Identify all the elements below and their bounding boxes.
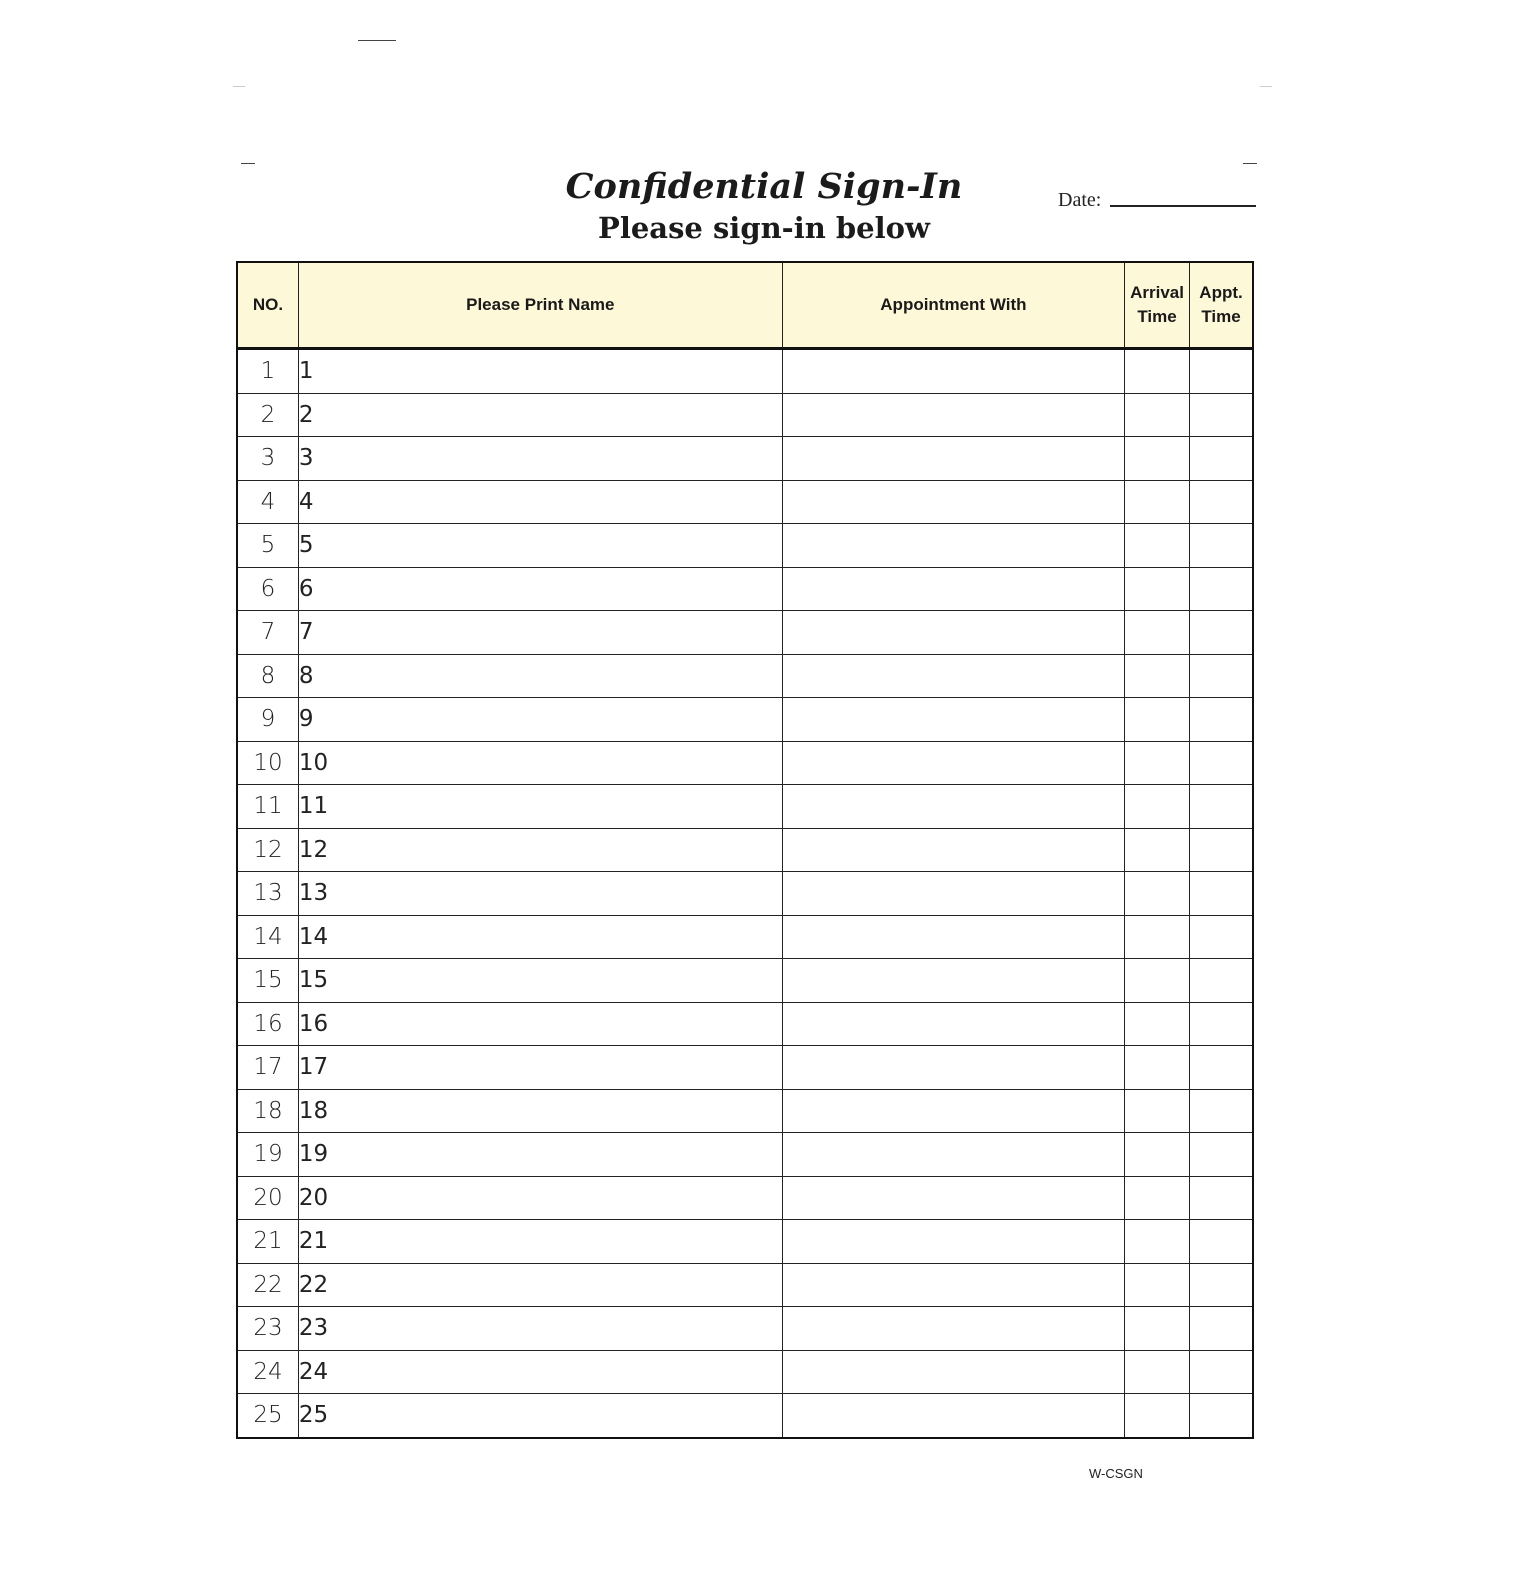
name-cell[interactable]: 3 [298, 437, 782, 481]
appt-time-cell[interactable] [1190, 567, 1253, 611]
crop-mark [233, 86, 245, 87]
appt-time-cell[interactable] [1190, 828, 1253, 872]
arrival-time-cell[interactable] [1125, 698, 1190, 742]
name-cell[interactable]: 20 [298, 1176, 782, 1220]
arrival-time-cell[interactable] [1125, 1394, 1190, 1438]
appointment-cell[interactable] [782, 828, 1124, 872]
row-number: 5 [237, 524, 298, 568]
appt-time-cell[interactable] [1190, 349, 1253, 394]
crop-mark [241, 163, 255, 164]
table-row [237, 1133, 1253, 1177]
appointment-cell[interactable] [782, 785, 1124, 829]
name-cell[interactable]: 24 [298, 1350, 782, 1394]
appt-time-cell[interactable] [1190, 1002, 1253, 1046]
appt-time-cell[interactable] [1190, 1133, 1253, 1177]
appt-time-cell[interactable] [1190, 1046, 1253, 1090]
row-number: 1 [237, 349, 298, 394]
name-cell[interactable]: 13 [298, 872, 782, 916]
row-number: 24 [237, 1350, 298, 1394]
appointment-cell[interactable] [782, 1394, 1124, 1438]
table-row [237, 1089, 1253, 1133]
header-name: Please Print Name [298, 262, 782, 349]
header-appointment: Appointment With [782, 262, 1124, 349]
appt-time-cell[interactable] [1190, 785, 1253, 829]
row-number: 16 [237, 1002, 298, 1046]
appointment-cell[interactable] [782, 567, 1124, 611]
appointment-cell[interactable] [782, 1307, 1124, 1351]
appt-time-cell[interactable] [1190, 1307, 1253, 1351]
appointment-cell[interactable] [782, 393, 1124, 437]
date-field-line[interactable] [1110, 205, 1256, 207]
row-number: 19 [237, 1133, 298, 1177]
arrival-time-cell[interactable] [1125, 1002, 1190, 1046]
appointment-cell[interactable] [782, 1089, 1124, 1133]
arrival-time-cell[interactable] [1125, 741, 1190, 785]
appointment-cell[interactable] [782, 654, 1124, 698]
arrival-time-cell[interactable] [1125, 785, 1190, 829]
appointment-cell[interactable] [782, 698, 1124, 742]
row-number: 2 [237, 393, 298, 437]
appt-time-cell[interactable] [1190, 959, 1253, 1003]
table-row [237, 1176, 1253, 1220]
table-row [237, 393, 1253, 437]
arrival-time-cell[interactable] [1125, 1176, 1190, 1220]
page-subtitle: Please sign-in below [598, 211, 930, 245]
name-cell[interactable]: 23 [298, 1307, 782, 1351]
appt-time-cell[interactable] [1190, 1220, 1253, 1264]
table-body [237, 349, 1253, 1438]
crop-mark [1260, 86, 1272, 87]
arrival-time-cell[interactable] [1125, 872, 1190, 916]
name-cell[interactable]: 8 [298, 654, 782, 698]
arrival-time-cell[interactable] [1125, 524, 1190, 568]
appt-time-cell[interactable] [1190, 1263, 1253, 1307]
table-row [237, 1307, 1253, 1351]
table-row [237, 872, 1253, 916]
appt-time-cell[interactable] [1190, 1176, 1253, 1220]
table-row [237, 959, 1253, 1003]
arrival-time-cell[interactable] [1125, 959, 1190, 1003]
row-number: 8 [237, 654, 298, 698]
arrival-time-cell[interactable] [1125, 1133, 1190, 1177]
arrival-time-cell[interactable] [1125, 1046, 1190, 1090]
table-row [237, 1350, 1253, 1394]
arrival-time-cell[interactable] [1125, 915, 1190, 959]
arrival-time-cell[interactable] [1125, 1089, 1190, 1133]
table-row [237, 567, 1253, 611]
arrival-time-cell[interactable] [1125, 393, 1190, 437]
appt-time-cell[interactable] [1190, 872, 1253, 916]
table-row [237, 915, 1253, 959]
arrival-time-cell[interactable] [1125, 349, 1190, 394]
appointment-cell[interactable] [782, 1350, 1124, 1394]
name-cell[interactable]: 12 [298, 828, 782, 872]
name-cell[interactable]: 22 [298, 1263, 782, 1307]
table-row [237, 1394, 1253, 1438]
arrival-time-cell[interactable] [1125, 611, 1190, 655]
appointment-cell[interactable] [782, 1046, 1124, 1090]
name-cell[interactable]: 6 [298, 567, 782, 611]
row-number: 14 [237, 915, 298, 959]
row-number: 10 [237, 741, 298, 785]
table-row [237, 654, 1253, 698]
appt-time-cell[interactable] [1190, 437, 1253, 481]
appointment-cell[interactable] [782, 349, 1124, 394]
table-row [237, 741, 1253, 785]
header-appt-time: Appt. Time [1190, 262, 1253, 349]
row-number: 21 [237, 1220, 298, 1264]
name-cell[interactable]: 15 [298, 959, 782, 1003]
name-cell[interactable]: 2 [298, 393, 782, 437]
appointment-cell[interactable] [782, 524, 1124, 568]
appt-time-cell[interactable] [1190, 480, 1253, 524]
table-row [237, 1002, 1253, 1046]
name-cell[interactable]: 14 [298, 915, 782, 959]
row-number: 9 [237, 698, 298, 742]
row-number: 4 [237, 480, 298, 524]
table-row [237, 480, 1253, 524]
arrival-time-cell[interactable] [1125, 480, 1190, 524]
name-cell[interactable]: 4 [298, 480, 782, 524]
appointment-cell[interactable] [782, 1133, 1124, 1177]
appointment-cell[interactable] [782, 1220, 1124, 1264]
table-row [237, 698, 1253, 742]
appt-time-cell[interactable] [1190, 393, 1253, 437]
header-arrival-time: Arrival Time [1125, 262, 1190, 349]
table-row [237, 1046, 1253, 1090]
crop-mark [358, 40, 396, 41]
appointment-cell[interactable] [782, 741, 1124, 785]
row-number: 22 [237, 1263, 298, 1307]
table-row [237, 437, 1253, 481]
name-cell[interactable]: 1 [298, 349, 782, 394]
name-cell[interactable]: 19 [298, 1133, 782, 1177]
appointment-cell[interactable] [782, 1002, 1124, 1046]
appt-time-cell[interactable] [1190, 654, 1253, 698]
name-cell[interactable]: 18 [298, 1089, 782, 1133]
row-number: 18 [237, 1089, 298, 1133]
arrival-time-cell[interactable] [1125, 437, 1190, 481]
name-cell[interactable]: 5 [298, 524, 782, 568]
appt-time-cell[interactable] [1190, 1394, 1253, 1438]
arrival-time-cell[interactable] [1125, 1350, 1190, 1394]
name-cell[interactable]: 9 [298, 698, 782, 742]
row-number: 15 [237, 959, 298, 1003]
crop-mark [1243, 163, 1257, 164]
appointment-cell[interactable] [782, 1263, 1124, 1307]
table-row [237, 524, 1253, 568]
appt-time-cell[interactable] [1190, 741, 1253, 785]
arrival-time-cell[interactable] [1125, 1307, 1190, 1351]
row-number: 6 [237, 567, 298, 611]
row-number: 12 [237, 828, 298, 872]
arrival-time-cell[interactable] [1125, 567, 1190, 611]
arrival-time-cell[interactable] [1125, 828, 1190, 872]
page-title: Confidential Sign-In [565, 166, 963, 207]
row-number: 17 [237, 1046, 298, 1090]
arrival-time-cell[interactable] [1125, 654, 1190, 698]
appt-time-cell[interactable] [1190, 698, 1253, 742]
date-label: Date: [1058, 189, 1102, 211]
name-cell[interactable]: 7 [298, 611, 782, 655]
table-row [237, 785, 1253, 829]
appointment-cell[interactable] [782, 872, 1124, 916]
table-row [237, 1220, 1253, 1264]
name-cell[interactable]: 21 [298, 1220, 782, 1264]
name-cell[interactable]: 11 [298, 785, 782, 829]
name-cell[interactable]: 25 [298, 1394, 782, 1438]
row-number: 3 [237, 437, 298, 481]
name-cell[interactable]: 17 [298, 1046, 782, 1090]
table-header-row [237, 262, 1253, 349]
appt-time-cell[interactable] [1190, 1089, 1253, 1133]
row-number: 23 [237, 1307, 298, 1351]
appointment-cell[interactable] [782, 480, 1124, 524]
appointment-cell[interactable] [782, 1176, 1124, 1220]
table-row [237, 611, 1253, 655]
arrival-time-cell[interactable] [1125, 1263, 1190, 1307]
form-code: W-CSGN [1089, 1466, 1143, 1481]
row-number: 20 [237, 1176, 298, 1220]
appointment-cell[interactable] [782, 915, 1124, 959]
table-row [237, 1263, 1253, 1307]
appt-time-cell[interactable] [1190, 611, 1253, 655]
header-no: NO. [237, 262, 298, 349]
appt-time-cell[interactable] [1190, 524, 1253, 568]
arrival-time-cell[interactable] [1125, 1220, 1190, 1264]
row-number: 13 [237, 872, 298, 916]
appt-time-cell[interactable] [1190, 1350, 1253, 1394]
row-number: 7 [237, 611, 298, 655]
table-row [237, 828, 1253, 872]
row-number: 25 [237, 1394, 298, 1438]
table-row [237, 349, 1253, 394]
appt-time-cell[interactable] [1190, 915, 1253, 959]
signin-table [236, 261, 1254, 1439]
appointment-cell[interactable] [782, 959, 1124, 1003]
appointment-cell[interactable] [782, 611, 1124, 655]
row-number: 11 [237, 785, 298, 829]
appointment-cell[interactable] [782, 437, 1124, 481]
name-cell[interactable]: 10 [298, 741, 782, 785]
name-cell[interactable]: 16 [298, 1002, 782, 1046]
